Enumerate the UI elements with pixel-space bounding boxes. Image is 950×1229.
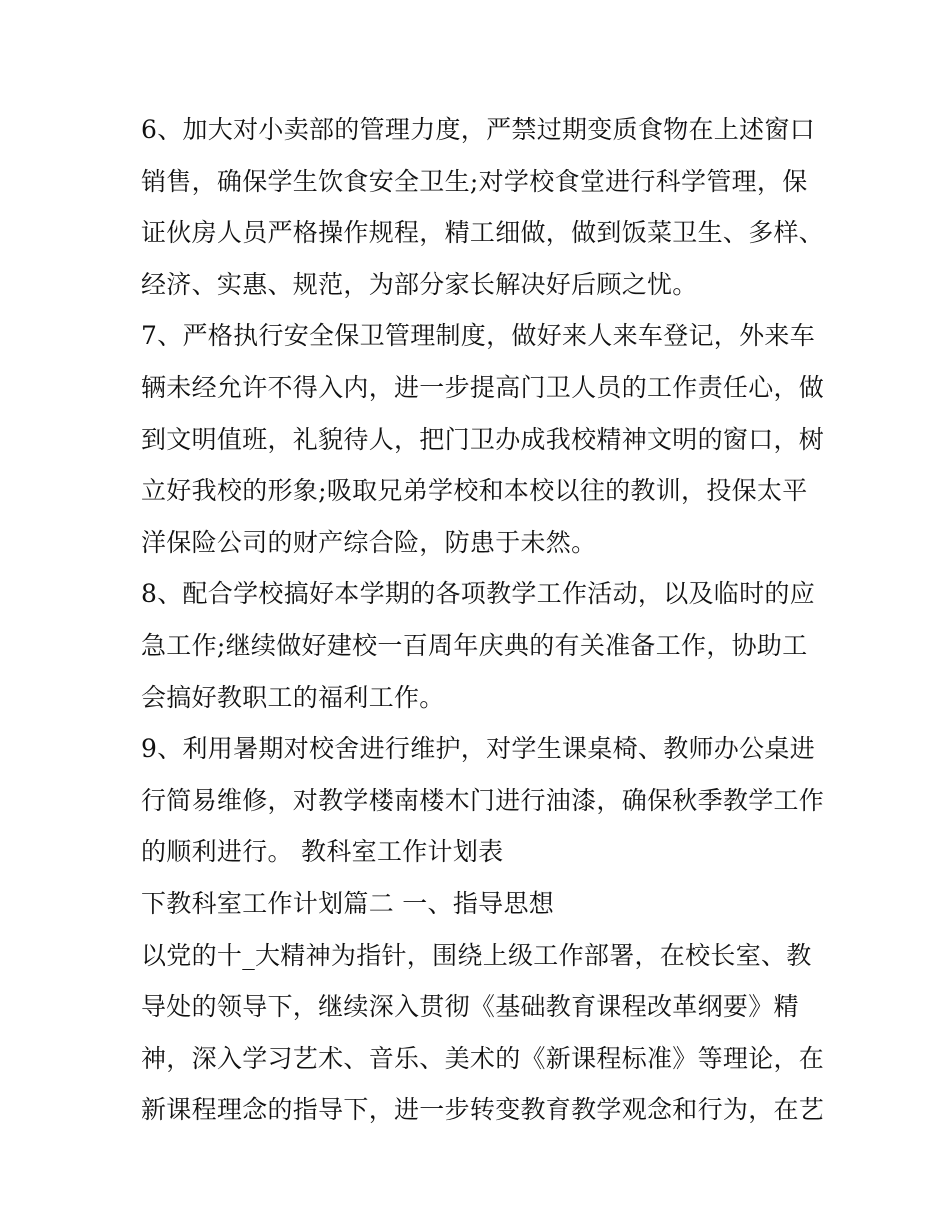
text-line-20: 新课程理念的指导下，进一步转变教育教学观念和行为，在艺 [141,1095,825,1125]
text-line-19: 神，深入学习艺术、音乐、美术的《新课程标准》等理论，在 [141,1043,825,1073]
text-line-4: 经济、实惠、规范，为部分家长解决好后顾之忧。 [141,269,698,299]
text-line-13: 9、利用暑期对校舍进行维护，对学生课桌椅、教师办公桌进 [141,734,816,764]
text-line-12: 会搞好教职工的福利工作。 [141,682,445,712]
text-line-15: 的顺利进行。 教科室工作计划表 [141,837,504,867]
text-line-14: 行简易维修，对教学楼南楼木门进行油漆，确保秋季教学工作 [141,785,825,815]
text-line-17: 以党的十_大精神为指针，围绕上级工作部署，在校长室、教 [141,940,812,970]
text-line-8: 立好我校的形象;吸取兄弟学校和本校以往的教训，投保太平 [141,476,808,506]
document-body [141,104,825,1136]
text-line-18: 导处的领导下，继续深入贯彻《基础教育课程改革纲要》精 [141,992,799,1022]
text-line-11: 急工作;继续做好建校一百周年庆典的有关准备工作，协助工 [141,630,808,660]
text-line-16: 下教科室工作计划篇二 一、指导思想 [141,888,555,918]
text-line-6: 辆未经允许不得入内，进一步提高门卫人员的工作责任心，做 [141,372,825,402]
text-line-5: 7、严格执行安全保卫管理制度，做好来人来车登记，外来车 [141,321,816,351]
text-line-3: 证伙房人员严格操作规程，精工细做，做到饭菜卫生、多样、 [141,218,825,248]
text-line-7: 到文明值班，礼貌待人，把门卫办成我校精神文明的窗口，树 [141,424,825,454]
text-line-2: 销售，确保学生饮食安全卫生;对学校食堂进行科学管理，保 [141,166,808,196]
text-line-1: 6、加大对小卖部的管理力度，严禁过期变质食物在上述窗口 [141,115,816,144]
text-line-10: 8、配合学校搞好本学期的各项教学工作活动，以及临时的应 [141,579,816,609]
text-line-9: 洋保险公司的财产综合险，防患于未然。 [141,527,597,557]
